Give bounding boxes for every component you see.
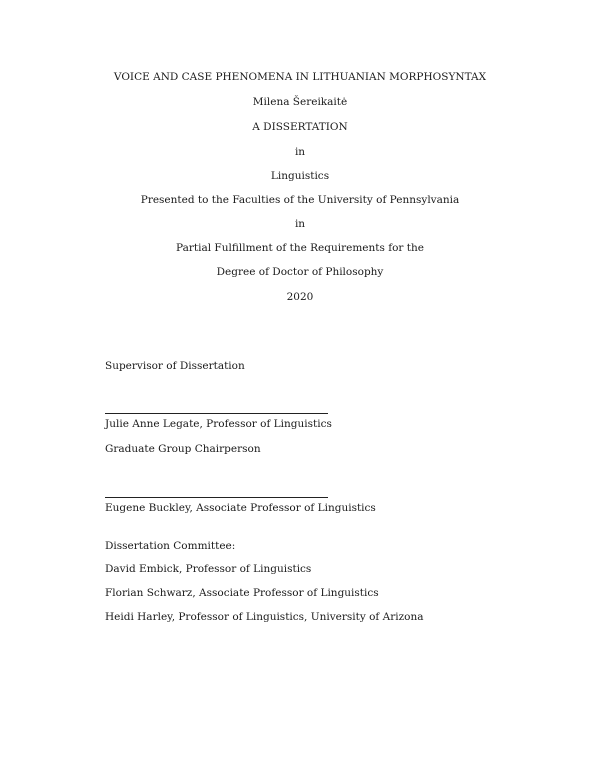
committee-label: Dissertation Committee: xyxy=(105,540,236,552)
degree-name: Degree of Doctor of Philosophy xyxy=(216,266,384,278)
chair-signature-line xyxy=(105,497,328,498)
supervisor-label: Supervisor of Dissertation xyxy=(105,360,245,372)
in-text-1: in xyxy=(294,146,306,158)
committee-member: Heidi Harley, Professor of Linguistics, University of Arizona xyxy=(105,611,424,623)
in-text-2: in xyxy=(294,218,306,230)
dissertation-title: VOICE AND CASE PHENOMENA IN LITHUANIAN MORPHOSYNTAX xyxy=(113,71,487,83)
committee-member: David Embick, Professor of Linguistics xyxy=(105,563,312,575)
chair-name: Eugene Buckley, Associate Professor of Linguistics xyxy=(105,502,376,514)
committee-member: Florian Schwarz, Associate Professor of Linguistics xyxy=(105,587,379,599)
field-of-study: Linguistics xyxy=(270,170,330,182)
fulfillment-statement: Partial Fulfillment of the Requirements for the xyxy=(176,242,424,254)
supervisor-signature-line xyxy=(105,413,328,414)
document-type: A DISSERTATION xyxy=(252,121,348,133)
year: 2020 xyxy=(286,291,314,303)
chair-label: Graduate Group Chairperson xyxy=(105,443,261,455)
supervisor-name: Julie Anne Legate, Professor of Linguistics xyxy=(105,418,332,430)
presented-to: Presented to the Faculties of the University of Pennsylvania xyxy=(140,194,460,206)
author-name: Milena Šereikaitė xyxy=(252,96,348,108)
